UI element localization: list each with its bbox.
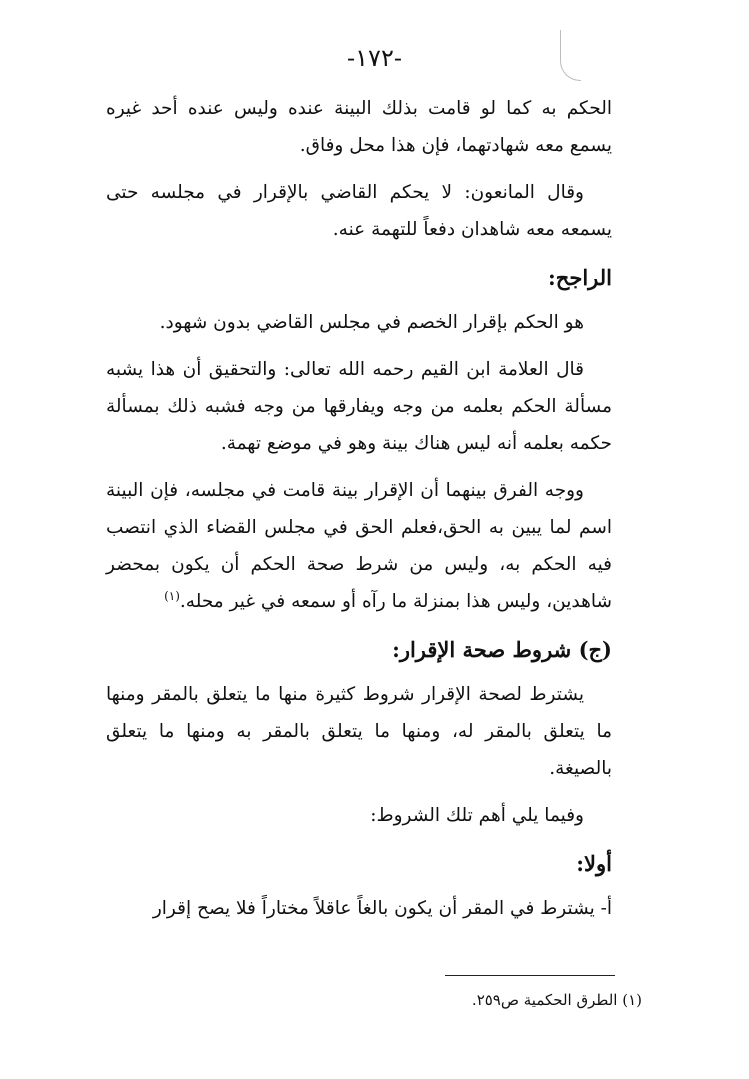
page-number: -١٧٢- [347,44,402,72]
footnote-reference: (١) [164,588,180,603]
footnote-divider [445,975,615,976]
heading-rajih: الراجح: [548,265,612,290]
paragraph [106,472,612,620]
paragraph-text: ووجه الفرق بينهما أن الإقرار بينة قامت في مجلسه، فإن البينة اسم لما يبين به الحق،فعلم الحق في مجلس القضاء الذي انتصب فيه الحكم به، وليس من شرط صحة الحكم أن يكون بمحضر شاهدين، وليس هذا بمنزلة ما رآه أو سمعه في غير محله. [106,480,612,612]
footnote [300,988,642,1012]
paragraph: يشترط لصحة الإقرار شروط كثيرة منها ما يتعلق بالمقر ومنها ما يتعلق بالمقر له، ومنها ما يتعلق بالمقر به ومنها ما يتعلق بالصيغة. [106,684,612,779]
heading-shurut: (ج) شروط صحة الإقرار: [392,637,612,662]
paragraph: وقال المانعون: لا يحكم القاضي بالإقرار في مجلسه حتى يسمعه معه شاهدان دفعاً للتهمة عنه. [106,182,612,240]
paragraph: وفيما يلي أهم تلك الشروط: [370,805,584,826]
heading-awwalan: أولا: [576,851,612,876]
paragraph: هو الحكم بإقرار الخصم في مجلس القاضي بدون شهود. [159,312,584,333]
footnote-text: الطرق الحكمية ص٢٥٩. [471,991,618,1009]
footnote-marker: (١) [622,991,642,1009]
body-text [106,90,612,937]
paragraph: أ- يشترط في المقر أن يكون بالغاً عاقلاً مختاراً فلا يصح إقرار [152,898,612,919]
paragraph: قال العلامة ابن القيم رحمه الله تعالى: والتحقيق أن هذا يشبه مسألة الحكم بعلمه من وجه ويفارقها من وجه فشبه ذلك بمسألة حكمه بعلمه أنه ليس هناك بينة وهو في موضع تهمة. [106,359,612,454]
paragraph: الحكم به كما لو قامت بذلك البينة عنده وليس عنده أحد غيره يسمع معه شهادتهما، فإن هذا محل وفاق. [106,98,612,156]
